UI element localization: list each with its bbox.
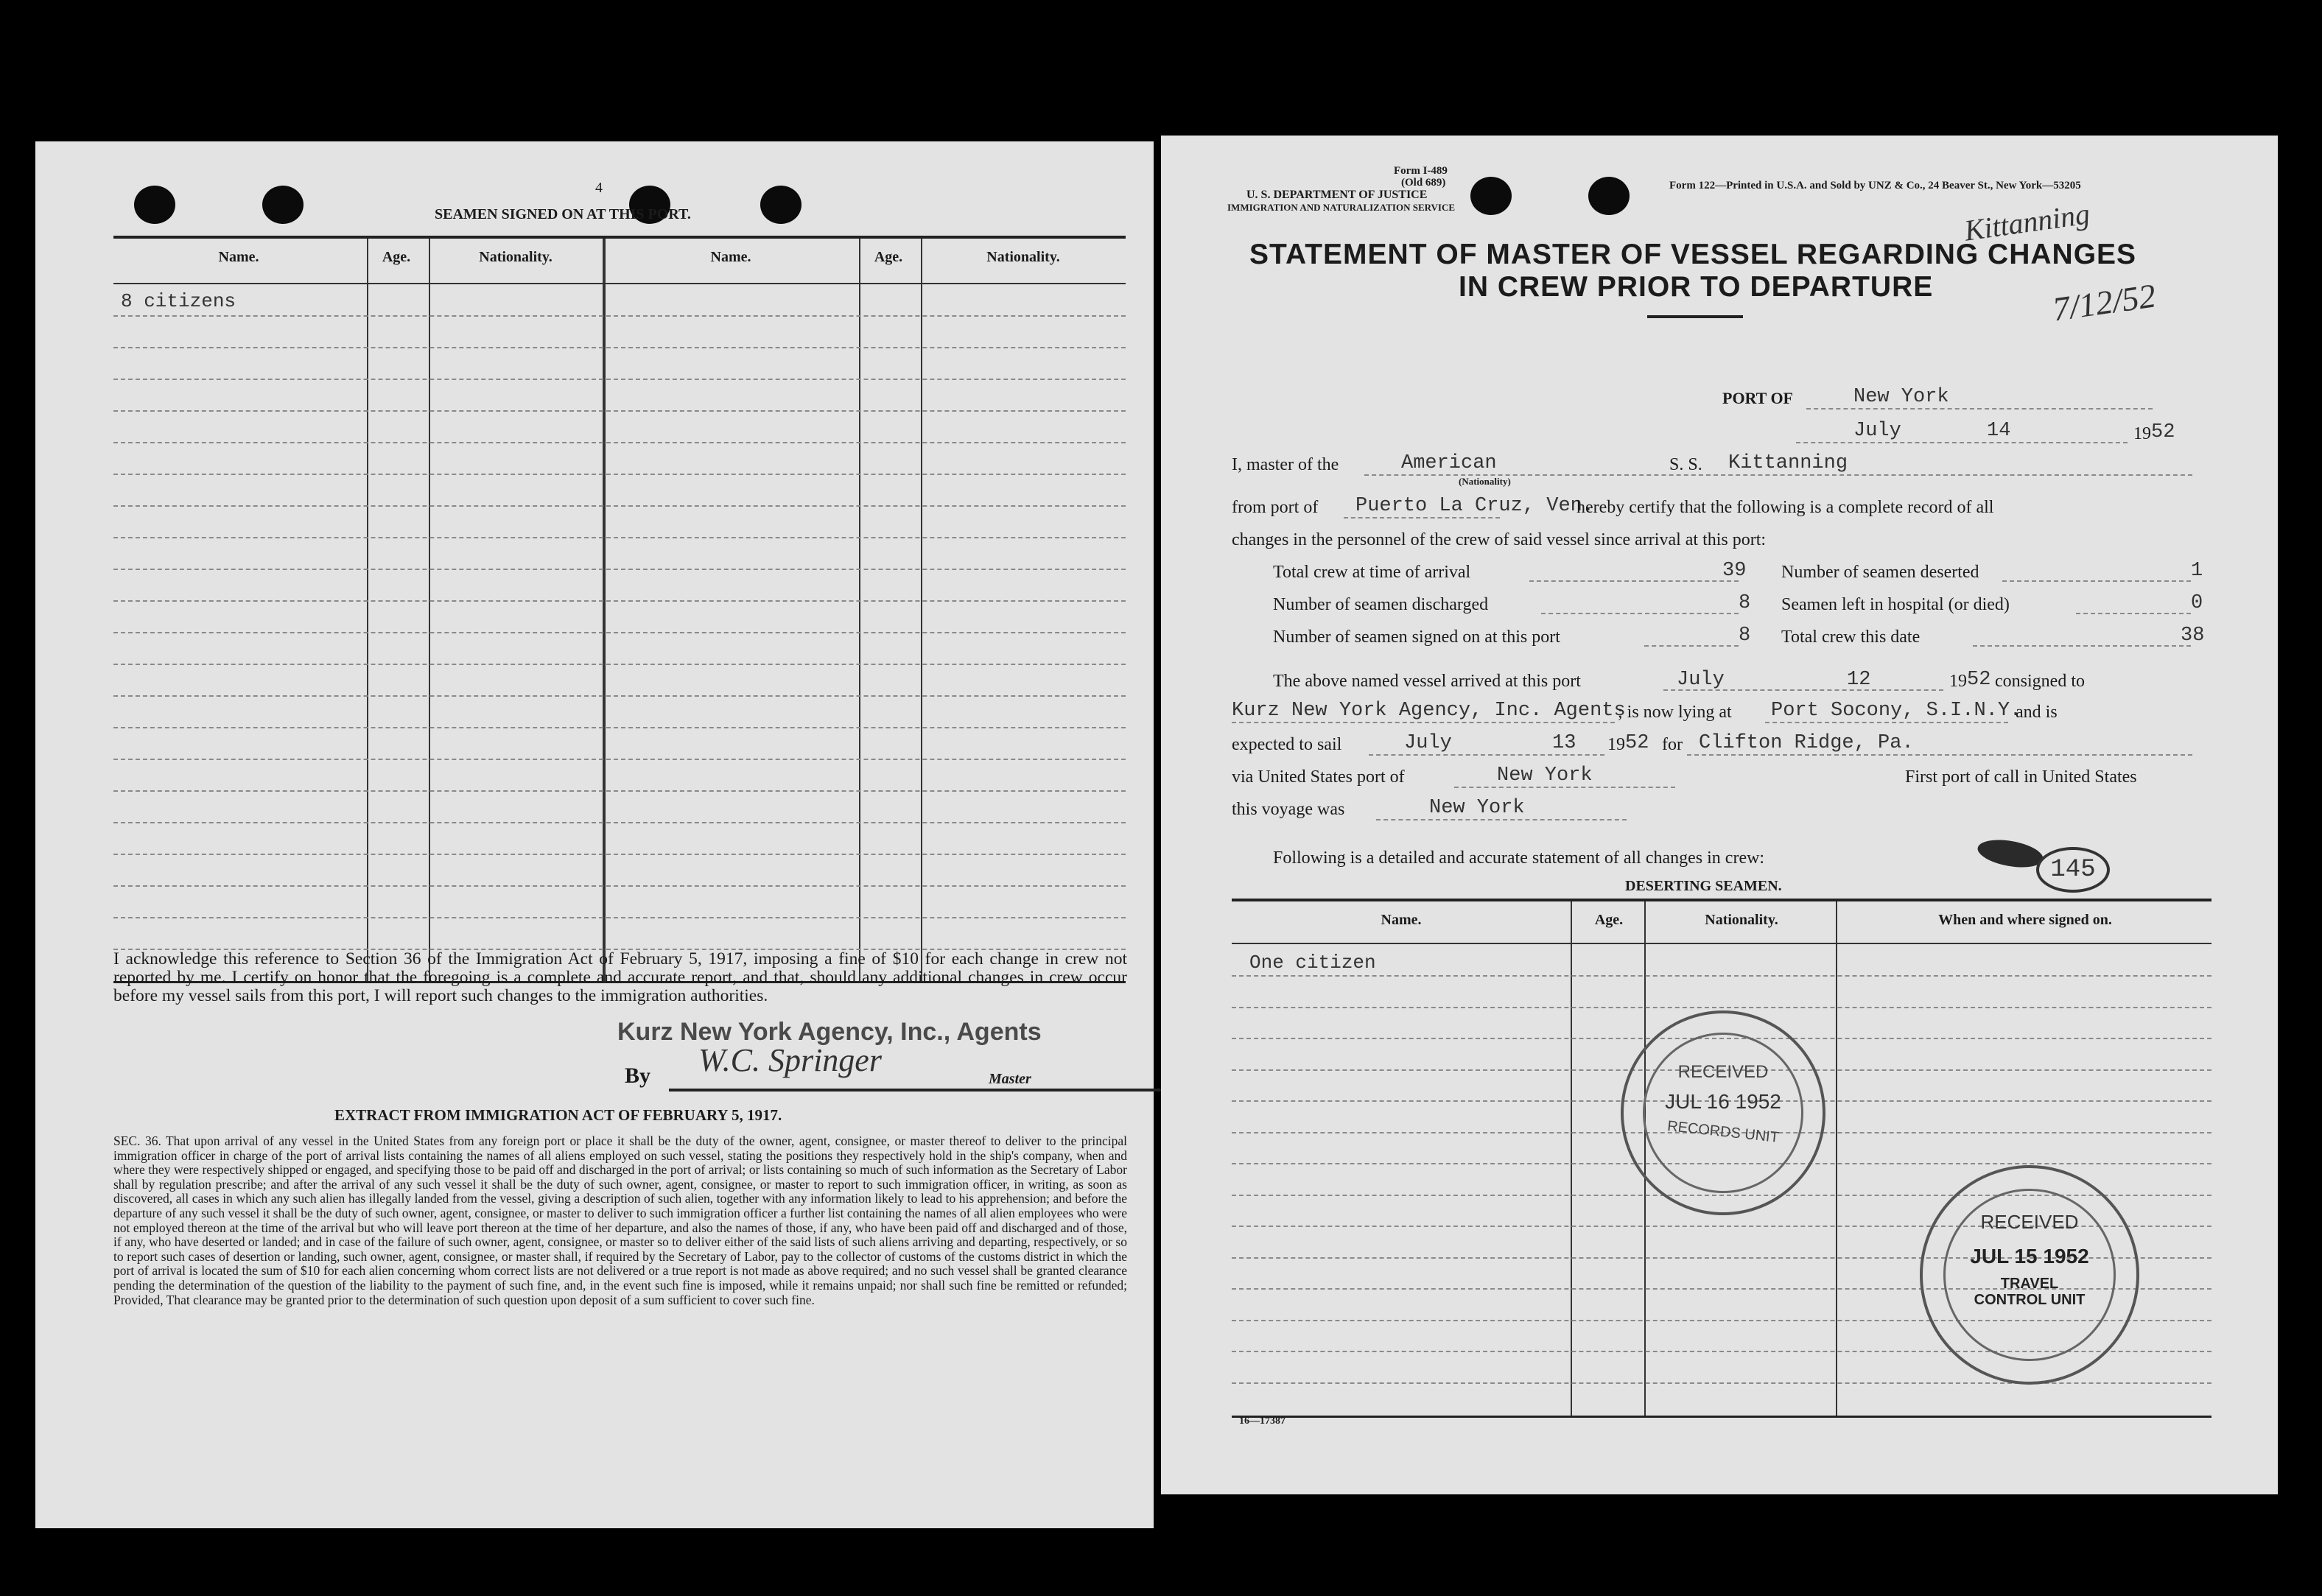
footer-code: 16—17387 bbox=[1239, 1416, 1285, 1427]
punch-hole bbox=[134, 186, 175, 224]
port-label: PORT OF bbox=[1722, 389, 1793, 407]
department: U. S. DEPARTMENT OF JUSTICE bbox=[1246, 189, 1428, 201]
ruled-row bbox=[113, 917, 1126, 918]
arrived-year: 52 bbox=[1967, 669, 1991, 691]
vessel-name: Kittanning bbox=[1728, 452, 1848, 474]
consignee-value: Kurz New York Agency, Inc. Agents bbox=[1232, 700, 1626, 722]
ruled-row bbox=[113, 695, 1126, 697]
stat-label: Total crew this date bbox=[1781, 627, 1921, 647]
destination-value: Clifton Ridge, Pa. bbox=[1699, 732, 1914, 754]
ruled-row bbox=[1232, 1007, 2211, 1008]
stat-value: 1 bbox=[2191, 560, 2203, 582]
from-port-label: from port of bbox=[1232, 498, 1319, 517]
signed-on-table bbox=[113, 236, 1126, 982]
col-header-nationality: Nationality. bbox=[986, 249, 1060, 265]
ruled-row bbox=[113, 315, 1126, 317]
stat-value: 38 bbox=[2181, 625, 2205, 647]
ink-smudge bbox=[1976, 835, 2046, 871]
stat-value: 39 bbox=[1722, 560, 1747, 582]
form-title-2: IN CREW PRIOR TO DEPARTURE bbox=[1459, 271, 1934, 303]
left-page bbox=[35, 141, 1154, 1528]
lying-at-value: Port Socony, S.I.N.Y. bbox=[1771, 700, 2022, 722]
stat-label: Number of seamen signed on at this port bbox=[1273, 627, 1560, 647]
ruled-row bbox=[113, 600, 1126, 602]
ruled-row bbox=[1232, 1382, 2211, 1384]
and-is-label: and is bbox=[2016, 703, 2058, 722]
by-label: By bbox=[625, 1064, 651, 1088]
form-old: (Old 689) bbox=[1401, 177, 1446, 189]
via-label: via United States port of bbox=[1232, 767, 1405, 787]
following-text: Following is a detailed and accurate statement of all changes in crew: bbox=[1273, 848, 1765, 868]
printer-note: Form 122—Printed in U.S.A. and Sold by UNZ & Co., 24 Beaver St., New York—53205 bbox=[1669, 180, 2081, 191]
date-month-day: July 14 bbox=[1853, 420, 2011, 442]
col-header-age: Age. bbox=[874, 249, 903, 265]
ruled-row bbox=[113, 632, 1126, 633]
punch-hole bbox=[1470, 177, 1512, 215]
col-header-age: Age. bbox=[382, 249, 411, 265]
master-label: Master bbox=[989, 1071, 1031, 1087]
form-number: Form I-489 bbox=[1394, 165, 1448, 177]
handwritten-date: 7/12/52 bbox=[2050, 276, 2158, 328]
arrived-label: The above named vessel arrived at this port bbox=[1273, 672, 1581, 691]
certify-text-2: changes in the personnel of the crew of said vessel since arrival at this port: bbox=[1232, 530, 1767, 549]
ruled-row bbox=[113, 537, 1126, 538]
ruled-row bbox=[113, 505, 1126, 507]
received-stamp-records bbox=[1621, 1010, 1825, 1215]
right-page bbox=[1161, 136, 2278, 1494]
extract-title: EXTRACT FROM IMMIGRATION ACT OF FEBRUARY 5, 1917. bbox=[334, 1106, 782, 1124]
ruled-row bbox=[113, 442, 1126, 443]
service: IMMIGRATION AND NATURALIZATION SERVICE bbox=[1227, 202, 1456, 213]
consigned-label: consigned to bbox=[1995, 672, 2085, 691]
page-number: 4 bbox=[595, 180, 603, 196]
date-year-prefix: 19 bbox=[2133, 424, 2151, 443]
via-port-value: New York bbox=[1497, 764, 1593, 787]
first-port-label: First port of call in United States bbox=[1905, 767, 2137, 787]
ruled-row bbox=[1232, 975, 2211, 977]
ruled-row bbox=[113, 664, 1126, 665]
from-port-value: Puerto La Cruz, Ven. bbox=[1355, 495, 1595, 517]
col-header-nationality: Nationality. bbox=[1705, 912, 1778, 928]
ss-label: S. S. bbox=[1669, 455, 1702, 474]
first-port-value: New York bbox=[1429, 797, 1525, 819]
stamp-line: RECEIVED bbox=[1980, 1211, 2079, 1233]
ruled-row bbox=[113, 347, 1126, 348]
col-header-name: Name. bbox=[218, 249, 259, 265]
stamp-date: JUL 16 1952 bbox=[1665, 1090, 1781, 1113]
deserting-entry: One citizen bbox=[1249, 952, 1376, 974]
stat-value: 8 bbox=[1739, 625, 1751, 647]
stat-value: 0 bbox=[2191, 592, 2203, 614]
date-year: 52 bbox=[2151, 421, 2175, 443]
sail-year-prefix: 19 bbox=[1607, 735, 1625, 754]
master-signature: W.C. Springer bbox=[698, 1042, 882, 1078]
ruled-row bbox=[113, 759, 1126, 760]
stat-label: Number of seamen discharged bbox=[1273, 595, 1489, 614]
arrived-date: July 12 bbox=[1677, 669, 1871, 691]
stat-label: Total crew at time of arrival bbox=[1273, 563, 1471, 582]
agent-stamp: Kurz New York Agency, Inc., Agents bbox=[617, 1018, 1042, 1046]
stamp-line: RECORDS UNIT bbox=[1666, 1118, 1780, 1146]
nationality-value: American bbox=[1401, 452, 1497, 474]
certify-text: hereby certify that the following is a complete record of all bbox=[1576, 498, 1994, 517]
lying-label: ; is now lying at bbox=[1618, 703, 1732, 722]
received-stamp-travel bbox=[1920, 1165, 2139, 1385]
ruled-row bbox=[113, 569, 1126, 570]
acknowledgement-text: I acknowledge this reference to Section 36 of the Immigration Act of February 5, 1917, imposing a fine of $10 for each change in crew not reported by me. I certify on honor that the foregoing is a complete and accurate report, and that, should any additional changes in crew occur before my vessel sails from this port, I will report such changes to the immigration authorities. bbox=[113, 949, 1127, 1005]
col-header-nationality: Nationality. bbox=[479, 249, 553, 265]
col-header-when-where: When and where signed on. bbox=[1938, 912, 2112, 928]
sail-year: 52 bbox=[1625, 732, 1649, 754]
stat-label: Number of seamen deserted bbox=[1781, 563, 1979, 582]
circled-number: 145 bbox=[2036, 847, 2110, 893]
sail-date: July 13 bbox=[1404, 732, 1576, 754]
ruled-row bbox=[113, 790, 1126, 792]
col-header-name: Name. bbox=[1381, 912, 1422, 928]
signed-on-entry: 8 citizens bbox=[121, 290, 236, 312]
nationality-caption: (Nationality) bbox=[1459, 476, 1511, 487]
form-title: STATEMENT OF MASTER OF VESSEL REGARDING CHANGES bbox=[1249, 239, 2137, 270]
handwritten-ship-name: Kittanning bbox=[1962, 197, 2092, 247]
ruled-row bbox=[113, 822, 1126, 823]
ruled-row bbox=[113, 379, 1126, 380]
arrived-year-prefix: 19 bbox=[1949, 672, 1967, 691]
ruled-row bbox=[113, 474, 1126, 475]
deserting-title: DESERTING SEAMEN. bbox=[1625, 878, 1782, 894]
for-label: for bbox=[1662, 735, 1683, 754]
stat-value: 8 bbox=[1739, 592, 1751, 614]
punch-hole bbox=[1588, 177, 1630, 215]
ruled-row bbox=[113, 885, 1126, 887]
port-value: New York bbox=[1853, 386, 1949, 408]
stamp-date: JUL 15 1952 bbox=[1970, 1245, 2089, 1268]
punch-hole bbox=[760, 186, 802, 224]
this-voyage-label: this voyage was bbox=[1232, 800, 1345, 819]
stat-label: Seamen left in hospital (or died) bbox=[1781, 595, 2010, 614]
expected-label: expected to sail bbox=[1232, 735, 1342, 754]
ruled-row bbox=[113, 727, 1126, 728]
col-header-name: Name. bbox=[710, 249, 751, 265]
ruled-row bbox=[113, 854, 1126, 855]
extract-text: SEC. 36. That upon arrival of any vessel in the United States from any foreign port or place it shall be the duty of the owner, agent, consignee, or master thereof to deliver to the principal immigration officer in charge of the port of arrival lists containing the names of all aliens employed on such vessel, stating the positions they respectively hold in the ship's company, when and where they were respectively shipped or engaged, and specifying those to be paid off and discharged in the port of arrival; or lists containing so much of such information as the Secretary of Labor shall by regulation prescribe; and after the arrival of any such vessel it shall be the duty of such owner, agent, consignee, or master to report to such immigration officer, in writing, as soon as discovered, all cases in which any such alien has illegally landed from the vessel, giving a description of such alien, together with any information likely to lead to his apprehension; and before the departure of any such vessel it shall be the duty of such owner, agent, consignee, or master to deliver to such immigration officer a further list containing the names of all alien employees who were not employed thereon at the time of the arrival but who will leave port thereon at the time of her departure, and also the names of those, if any, who have been paid off and discharged and of those, if any, who have deserted or landed; and in case of the failure of such owner, agent, consignee, or master so to deliver either of the said lists of such aliens arriving and departing, respectively, or so to report such cases of desertion or landing, such owner, agent, consignee, or master shall, if required by the Secretary of Labor, pay to the collector of customs of the customs district in which the port of arrival is located the sum of $10 for each alien concerning whom correct lists are not delivered or a true report is not made as above required; and no such vessel shall be granted clearance pending the determination of the question of the liability to the payment of such fine, and, in the event such fine is imposed, while it remains unpaid; nor shall such fine be remitted or refunded; Provided, That clearance may be granted prior to the determination of such question upon deposit of a sum sufficient to cover such fine. bbox=[113, 1133, 1127, 1307]
stamp-line: TRAVEL CONTROL UNIT bbox=[1974, 1276, 2086, 1308]
section-title: SEAMEN SIGNED ON AT THIS PORT. bbox=[435, 206, 691, 222]
col-header-age: Age. bbox=[1594, 912, 1624, 928]
master-of-label: I, master of the bbox=[1232, 455, 1339, 474]
stamp-line: RECEIVED bbox=[1677, 1062, 1769, 1082]
ruled-row bbox=[113, 410, 1126, 412]
punch-hole bbox=[262, 186, 304, 224]
